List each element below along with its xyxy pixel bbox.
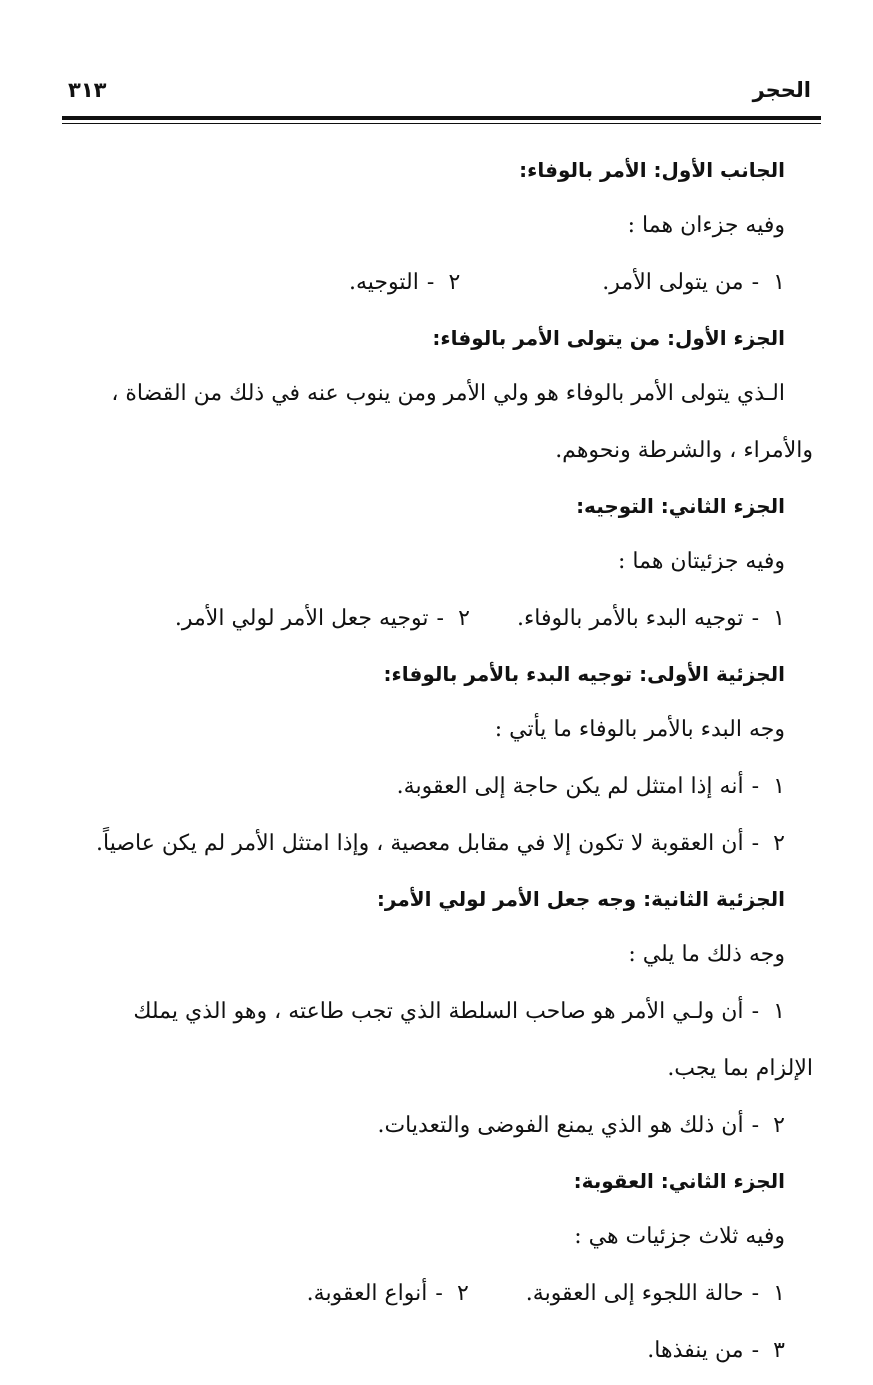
- list-item: ٢-أنواع العقوبة.: [306, 1281, 469, 1306]
- paragraph: وجه ذلك ما يلي :: [628, 942, 785, 967]
- header-rule-thick: [62, 116, 821, 120]
- subsection-heading: الجزئية الأولى: توجيه البدء بالأمر بالوفاء:: [383, 662, 785, 686]
- list-item: ٢-التوجيه.: [349, 270, 461, 295]
- page-number: ٣١٣: [68, 78, 107, 102]
- list-item: ١-من يتولى الأمر.: [602, 270, 785, 295]
- running-header: [62, 78, 811, 118]
- list-item: ١-توجيه البدء بالأمر بالوفاء.: [516, 606, 785, 631]
- subsection-heading: الجزئية الثانية: وجه جعل الأمر لولي الأمر:: [376, 887, 785, 911]
- list-item: ١-حالة اللجوء إلى العقوبة.: [525, 1281, 785, 1306]
- paragraph: وفيه جزءان هما :: [627, 213, 785, 238]
- subsection-heading: الجزء الثاني: العقوبة:: [573, 1169, 785, 1193]
- list-item: ٢-توجيه جعل الأمر لولي الأمر.: [174, 606, 470, 631]
- paragraph-line: والأمراء ، والشرطة ونحوهم.: [555, 438, 813, 463]
- numbered-list: [60, 1265, 785, 1322]
- paragraph: وفيه جزئيتان هما :: [618, 549, 785, 574]
- chapter-title: الحجر: [752, 78, 811, 102]
- section-heading: الجانب الأول: الأمر بالوفاء:: [519, 158, 785, 182]
- subsection-heading: الجزء الثاني: التوجيه:: [576, 494, 785, 518]
- list-item: ٢-أن العقوبة لا تكون إلا في مقابل معصية ، وإذا امتثل الأمر لم يكن عاصياً.: [96, 831, 785, 856]
- paragraph-line: الـذي يتولى الأمر بالوفاء هو ولي الأمر ومن ينوب عنه في ذلك من القضاة ،: [111, 381, 785, 406]
- page-body: [60, 143, 813, 1379]
- header-rule-thin: [62, 123, 821, 124]
- paragraph: وفيه ثلاث جزئيات هي :: [574, 1224, 785, 1249]
- numbered-list: [60, 590, 785, 647]
- list-item: ٢-أن ذلك هو الذي يمنع الفوضى والتعديات.: [377, 1113, 785, 1138]
- list-item: ٣-من ينفذها.: [647, 1338, 785, 1363]
- list-item: ١-أن ولـي الأمر هو صاحب السلطة الذي تجب طاعته ، وهو الذي يملك: [133, 999, 785, 1024]
- list-item: ١-أنه إذا امتثل لم يكن حاجة إلى العقوبة.: [396, 774, 785, 799]
- numbered-list: [60, 254, 785, 311]
- list-item-continuation: الإلزام بما يجب.: [667, 1056, 813, 1081]
- subsection-heading: الجزء الأول: من يتولى الأمر بالوفاء:: [432, 326, 785, 350]
- paragraph: وجه البدء بالأمر بالوفاء ما يأتي :: [494, 717, 785, 742]
